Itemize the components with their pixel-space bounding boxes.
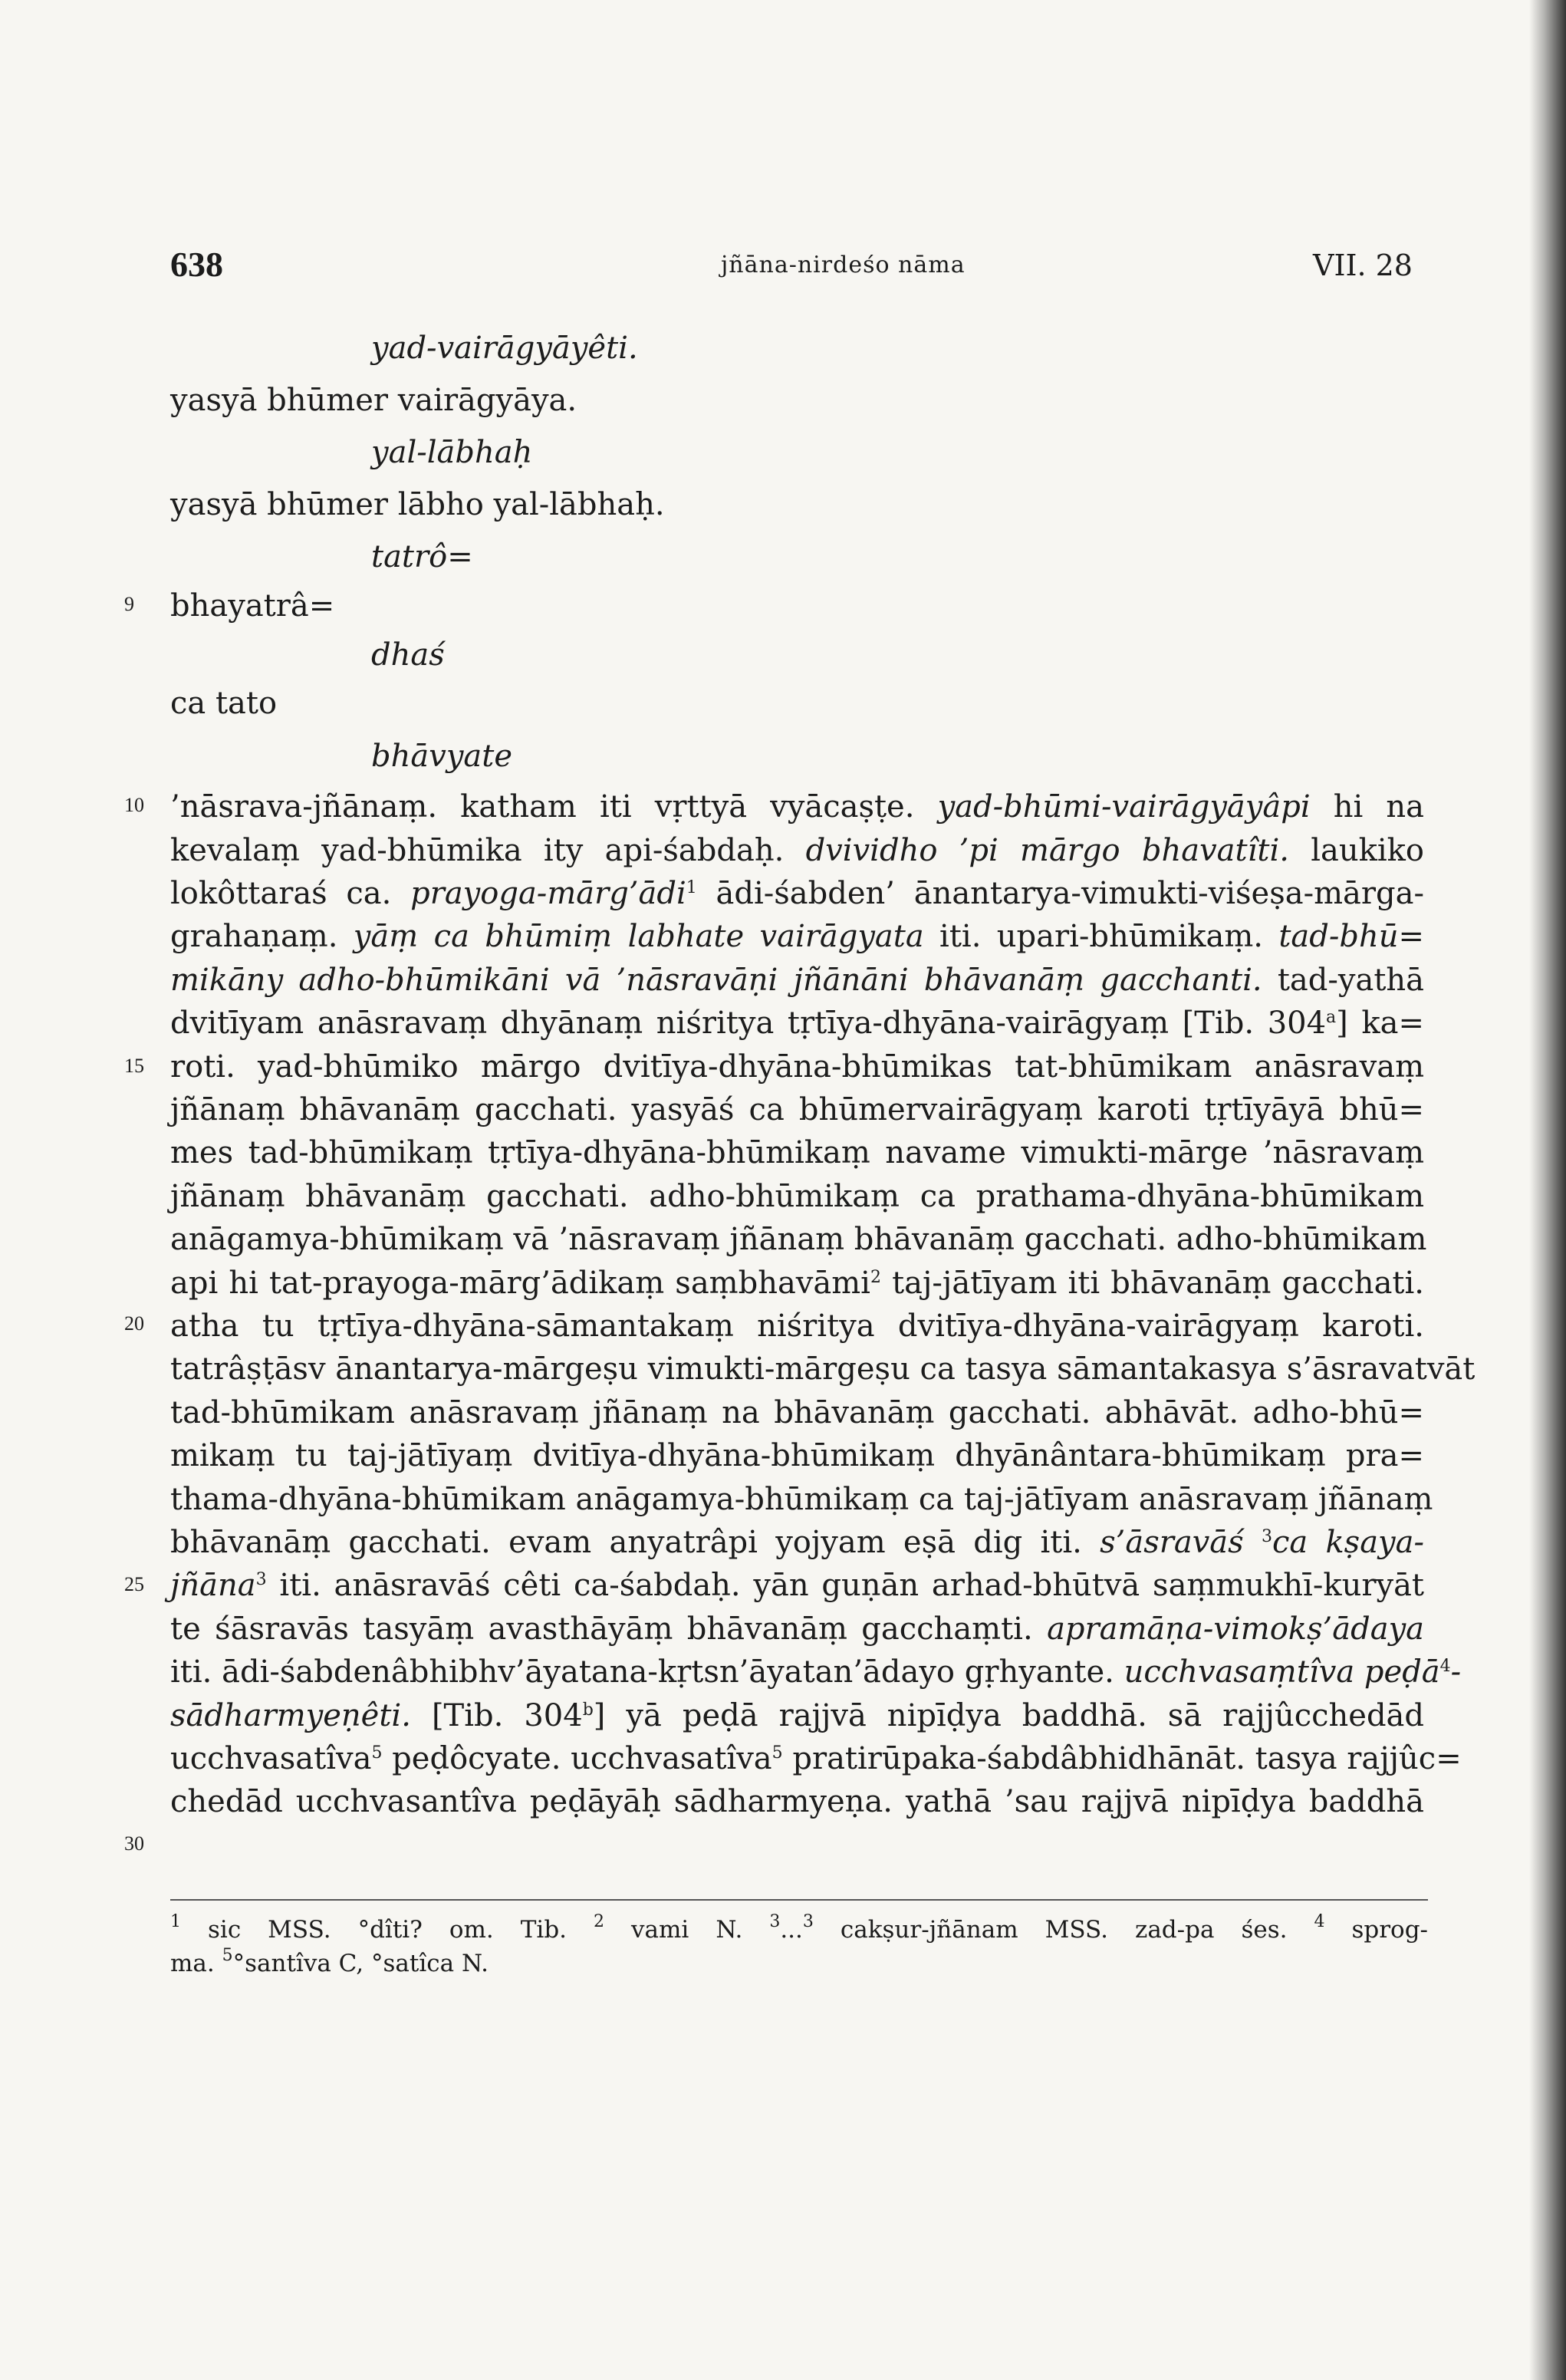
line-number: 20 bbox=[124, 1312, 144, 1335]
section-reference: VII. 28 bbox=[1313, 249, 1413, 282]
page-header bbox=[0, 244, 1566, 290]
text-line: ucchvasatîva$^5$ peḍôcyate. ucchvasatîva$^5$ pratirūpaka-śabdâbhidhānāt. tasya rajjûc= bbox=[170, 1741, 1462, 1776]
line-number: 10 bbox=[124, 794, 144, 816]
text-line: bhayatrâ= bbox=[170, 588, 335, 624]
text-line: anāgamya-bhūmikaṃ vā ’nāsravaṃ jñānaṃ bhāvanāṃ gacchati. adho-bhūmikam bbox=[170, 1222, 1427, 1257]
text-line: jñāna$^3$ iti. anāsravāś cêti ca-śabdaḥ. yān guṇān arhad-bhūtvā saṃmukhī-kuryāt bbox=[170, 1568, 1424, 1603]
line-number: 25 bbox=[124, 1573, 144, 1595]
text-line: kevalaṃ yad-bhūmika ity api-śabdaḥ. dvividho ’pi mārgo bhavatîti. laukiko bbox=[170, 833, 1424, 868]
text-line: tad-bhūmikam anāsravaṃ jñānaṃ na bhāvanāṃ gacchati. abhāvāt. adho-bhū= bbox=[170, 1395, 1424, 1430]
text-line: ca tato bbox=[170, 686, 278, 721]
text-line: bhāvyate bbox=[371, 739, 513, 774]
text-line: atha tu tṛtīya-dhyāna-sāmantakaṃ niśritya dvitīya-dhyāna-vairāgyaṃ karoti. bbox=[170, 1309, 1424, 1344]
text-line: mes tad-bhūmikaṃ tṛtīya-dhyāna-bhūmikaṃ navame vimukti-mārge ’nāsravaṃ bbox=[170, 1135, 1424, 1170]
text-line: tatrâṣṭāsv ānantarya-mārgeṣu vimukti-mārgeṣu ca tasya sāmantakasya s’āsravatvāt bbox=[170, 1351, 1476, 1387]
footnote-rule bbox=[170, 1899, 1428, 1901]
page-number: 638 bbox=[170, 245, 223, 284]
text-line: yal-lābhaḥ bbox=[371, 435, 533, 470]
text-line: bhāvanāṃ gacchati. evam anyatrâpi yojyam eṣā dig iti. s’āsravāś $^3$ca kṣaya- bbox=[170, 1525, 1425, 1560]
binding-shadow bbox=[1529, 0, 1566, 2380]
text-line: jñānaṃ bhāvanāṃ gacchati. adho-bhūmikaṃ ca prathama-dhyāna-bhūmikam bbox=[170, 1179, 1424, 1214]
text-line: lokôttaraś ca. prayoga-mārg’ādi$^1$ ādi-śabden’ ānantarya-vimukti-viśeṣa-mārga- bbox=[170, 876, 1424, 911]
line-number: 9 bbox=[124, 593, 134, 615]
text-line: grahaṇaṃ. yāṃ ca bhūmiṃ labhate vairāgyata iti. upari-bhūmikaṃ. tad-bhū= bbox=[170, 919, 1425, 954]
line-number: 30 bbox=[124, 1832, 144, 1855]
text-line: api hi tat-prayoga-mārg’ādikaṃ saṃbhavāmi$^2$ taj-jātīyam iti bhāvanāṃ gacchati. bbox=[170, 1266, 1424, 1301]
text-line: mikāny adho-bhūmikāni vā ’nāsravāṇi jñānāni bhāvanāṃ gacchanti. tad-yathā bbox=[170, 963, 1424, 998]
text-line: yad-vairāgyāyêti. bbox=[371, 331, 638, 366]
text-line: sādharmyeṇêti. [Tib. 304$^b$] yā peḍā rajjvā nipīḍya baddhā. sā rajjûcchedād bbox=[170, 1698, 1425, 1733]
text-line: ’nāsrava-jñānaṃ. katham iti vṛttyā vyācaṣṭe. yad-bhūmi-vairāgyāyâpi hi na bbox=[170, 789, 1425, 825]
text-line: dvitīyam anāsravaṃ dhyānaṃ niśritya tṛtīya-dhyāna-vairāgyaṃ [Tib. 304$^a$] ka= bbox=[170, 1006, 1424, 1041]
text-line: iti. ādi-śabdenâbhibhv’āyatana-kṛtsn’āyatan’ādayo gṛhyante. ucchvasaṃtîva peḍā$^4$- bbox=[170, 1654, 1462, 1690]
line-number: 15 bbox=[124, 1055, 144, 1077]
footnote-line: ma. $^5$°santîva C, °satîca N. bbox=[170, 1946, 489, 1977]
text-line: tatrô= bbox=[371, 539, 473, 574]
text-line: jñānaṃ bhāvanāṃ gacchati. yasyāś ca bhūmervairāgyaṃ karoti tṛtīyāyā bhū= bbox=[170, 1092, 1424, 1127]
text-line: te śāsravās tasyāṃ avasthāyāṃ bhāvanāṃ gacchaṃti. apramāṇa-vimokṣ’ādaya bbox=[170, 1611, 1425, 1647]
text-line: chedād ucchvasantîva peḍāyāḥ sādharmyeṇa. yathā ’sau rajjvā nipīḍya baddhā bbox=[170, 1784, 1424, 1819]
footnote-line: $^1$ sic MSS. °dîti? om. Tib. $^2$ vami N. $^3$...$^3$ cakṣur-jñānam MSS. zad-pa śes. $^4$ sprog- bbox=[170, 1912, 1429, 1944]
text-line: mikaṃ tu taj-jātīyaṃ dvitīya-dhyāna-bhūmikaṃ dhyānântara-bhūmikaṃ pra= bbox=[170, 1438, 1424, 1473]
text-line: thama-dhyāna-bhūmikam anāgamya-bhūmikaṃ ca taj-jātīyam anāsravaṃ jñānaṃ bbox=[170, 1482, 1433, 1517]
running-title: jñāna-nirdeśo nāma bbox=[721, 252, 966, 278]
text-line: yasyā bhūmer lābho yal-lābhaḥ. bbox=[170, 487, 665, 522]
text-line: yasyā bhūmer vairāgyāya. bbox=[170, 383, 577, 418]
text-line: dhaś bbox=[371, 637, 445, 673]
text-line: roti. yad-bhūmiko mārgo dvitīya-dhyāna-bhūmikas tat-bhūmikam anāsravaṃ bbox=[170, 1049, 1424, 1085]
